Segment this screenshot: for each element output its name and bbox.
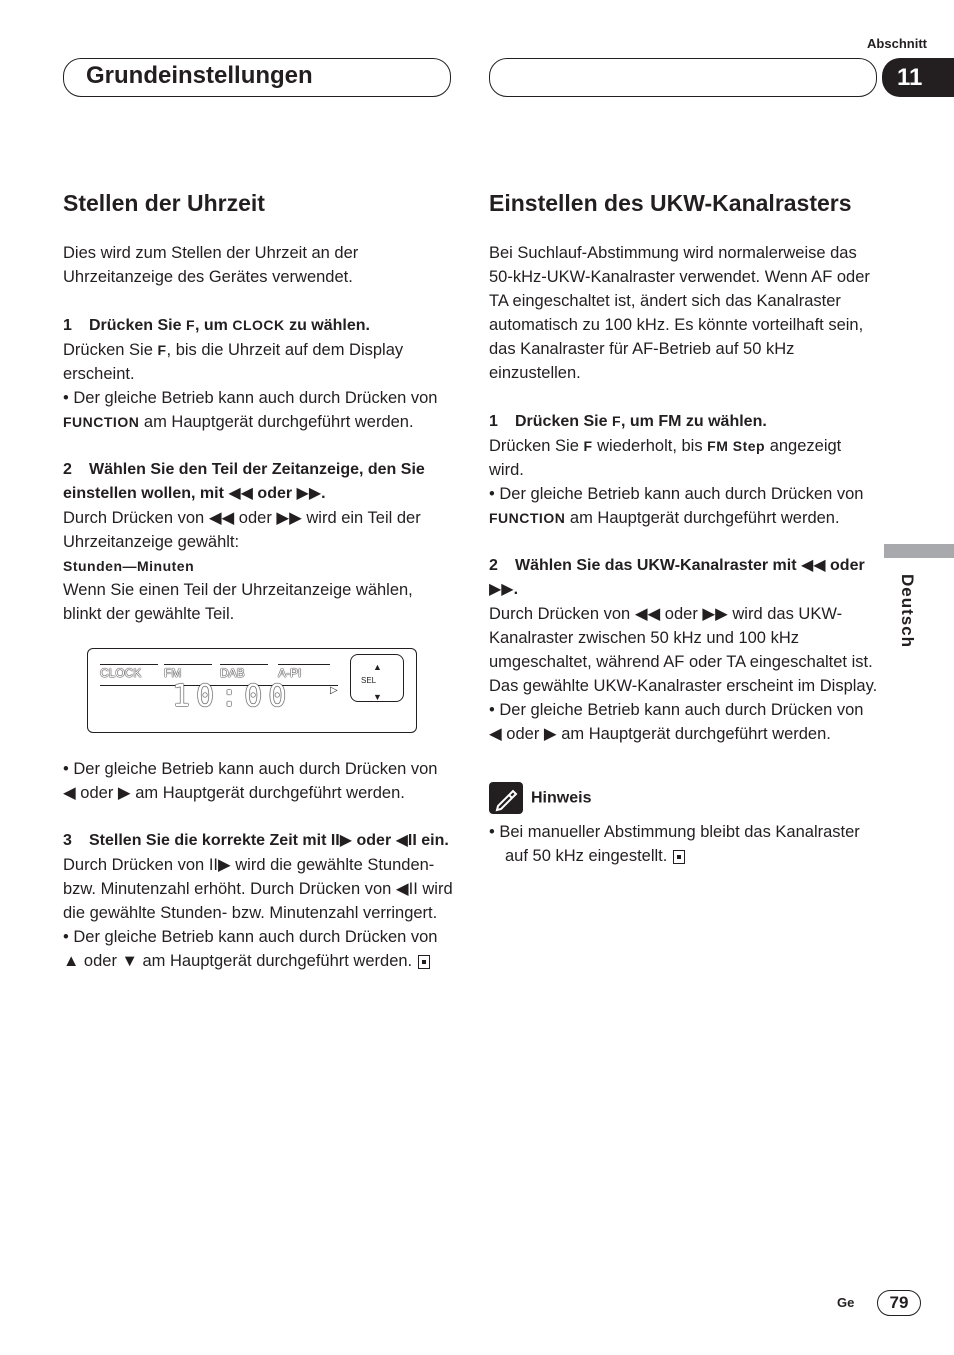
display-time: 10:00: [172, 679, 293, 714]
pause-right-icon: II▶: [208, 856, 231, 874]
left-pause-icon: ◀II: [395, 832, 417, 849]
left-pause-icon: ◀II: [395, 880, 418, 898]
section-heading-clock: Stellen der Uhrzeit: [63, 190, 265, 216]
step-1-body: Drücken Sie F, bis die Uhrzeit auf dem Display erscheint.: [63, 341, 404, 383]
step-2-title: 2 Wählen Sie den Teil der Zeitanzeige, den Sie einstellen wollen, mit ◀◀ oder ▶▶.: [63, 461, 425, 502]
rewind-icon: ◀◀: [634, 605, 661, 623]
step-2-title: 2 Wählen Sie das UKW-Kanalraster mit ◀◀ oder ▶▶.: [489, 557, 865, 598]
step-3-body: Durch Drücken von II▶ wird die gewählte Stunden- bzw. Minutenzahl erhöht. Durch Drücken von ◀II wird die gewählte Stunden- bzw. Minutenzahl verringert.: [63, 856, 453, 922]
pause-right-icon: II▶: [330, 832, 353, 849]
header-title-frame: [63, 58, 451, 97]
pencil-note-icon: [489, 782, 523, 814]
header-blank-frame: [489, 58, 877, 97]
clock-display-illustration: [87, 648, 417, 733]
language-label: Deutsch: [898, 574, 917, 649]
note-label: Hinweis: [531, 789, 592, 807]
note-header: [489, 782, 879, 814]
left-arrow-icon: ◀: [489, 725, 502, 743]
right-column: [489, 186, 879, 868]
display-tab-fm: FM: [164, 664, 212, 681]
page-number: 79: [877, 1290, 921, 1316]
time-sequence: Stunden—Minuten: [63, 558, 195, 574]
intro-text: Bei Suchlauf-Abstimmung wird normalerweise das 50-kHz-UKW-Kanalraster verwendet. Wenn AF oder TA eingeschaltet ist, ändert sich das Kanalraster automatisch zu 100 kHz. Es könnte vorteilhaft sein, das Kanalraster für AF-Betrieb auf 50 kHz einzustellen.: [489, 244, 870, 382]
fastforward-icon: ▶▶: [276, 509, 302, 527]
page-title: Grundeinstellungen: [86, 62, 313, 89]
intro-text: Dies wird zum Stellen der Uhrzeit an der Uhrzeitanzeige des Gerätes verwendet.: [63, 244, 359, 286]
end-mark-icon: [418, 955, 430, 969]
step-1-title: 1 Drücken Sie F, um FM zu wählen.: [489, 413, 767, 430]
step-1-bullet: • Der gleiche Betrieb kann auch durch Drücken von FUNCTION am Hauptgerät durchgeführt werden.: [489, 485, 864, 527]
chapter-number-tab: 11: [882, 58, 954, 97]
section-label: Abschnitt: [867, 36, 927, 51]
step-1-bullet: • Der gleiche Betrieb kann auch durch Drücken von FUNCTION am Hauptgerät durchgeführt werden.: [63, 389, 438, 431]
rewind-icon: ◀◀: [208, 509, 235, 527]
step-3-title: 3 Stellen Sie die korrekte Zeit mit II▶ oder ◀II ein.: [63, 832, 449, 849]
left-arrow-icon: ◀: [63, 784, 76, 802]
step-1-body: Drücken Sie F wiederholt, bis FM Step angezeigt wird.: [489, 437, 842, 479]
display-tab-dab: DAB: [220, 664, 268, 681]
up-arrow-icon: ▲: [63, 952, 80, 970]
fastforward-icon: ▶▶: [702, 605, 728, 623]
step-1-title: 1 Drücken Sie F, um CLOCK zu wählen.: [63, 317, 370, 334]
language-tab-bar: [884, 544, 954, 558]
section-heading-fm-step: Einstellen des UKW-Kanalrasters: [489, 190, 852, 216]
end-mark-icon: [673, 850, 685, 864]
note-text: • Bei manueller Abstimmung bleibt das Kanalraster auf 50 kHz eingestellt.: [489, 823, 860, 865]
joystick-icon: ▲ ▼ SEL: [350, 654, 404, 702]
fastforward-icon: ▶▶: [489, 581, 514, 598]
right-arrow-icon: ▶: [117, 784, 131, 802]
display-tab-clock: CLOCK: [100, 664, 158, 681]
down-arrow-icon: ▼: [121, 952, 138, 970]
step-2-body: Durch Drücken von ◀◀ oder ▶▶ wird ein Teil der Uhrzeitanzeige gewählt:: [63, 509, 421, 551]
right-arrow-icon: ▶: [543, 725, 557, 743]
left-column: [63, 186, 453, 973]
step-3-bullet: • Der gleiche Betrieb kann auch durch Drücken von ▲ oder ▼ am Hauptgerät durchgeführt werden.: [63, 928, 438, 970]
arrows-bullet: • Der gleiche Betrieb kann auch durch Drücken von ◀ oder ▶ am Hauptgerät durchgeführt werden.: [63, 760, 438, 802]
display-arrow-icon: ▷: [330, 685, 338, 696]
display-tab-api: A-PI: [278, 664, 330, 681]
rewind-icon: ◀◀: [800, 557, 826, 574]
step-2-body2: Wenn Sie einen Teil der Uhrzeitanzeige wählen, blinkt der gewählte Teil.: [63, 581, 413, 623]
footer-language-code: Ge: [837, 1295, 855, 1310]
rewind-icon: ◀◀: [228, 485, 253, 502]
step-2-body: Durch Drücken von ◀◀ oder ▶▶ wird das UKW-Kanalraster zwischen 50 kHz und 100 kHz umgeschaltet, während AF oder TA eingeschaltet ist. Das gewählte UKW-Kanalraster erscheint im Display.: [489, 605, 878, 695]
fastforward-icon: ▶▶: [296, 485, 322, 502]
step-2-bullet: • Der gleiche Betrieb kann auch durch Drücken von ◀ oder ▶ am Hauptgerät durchgeführt werden.: [489, 701, 864, 743]
